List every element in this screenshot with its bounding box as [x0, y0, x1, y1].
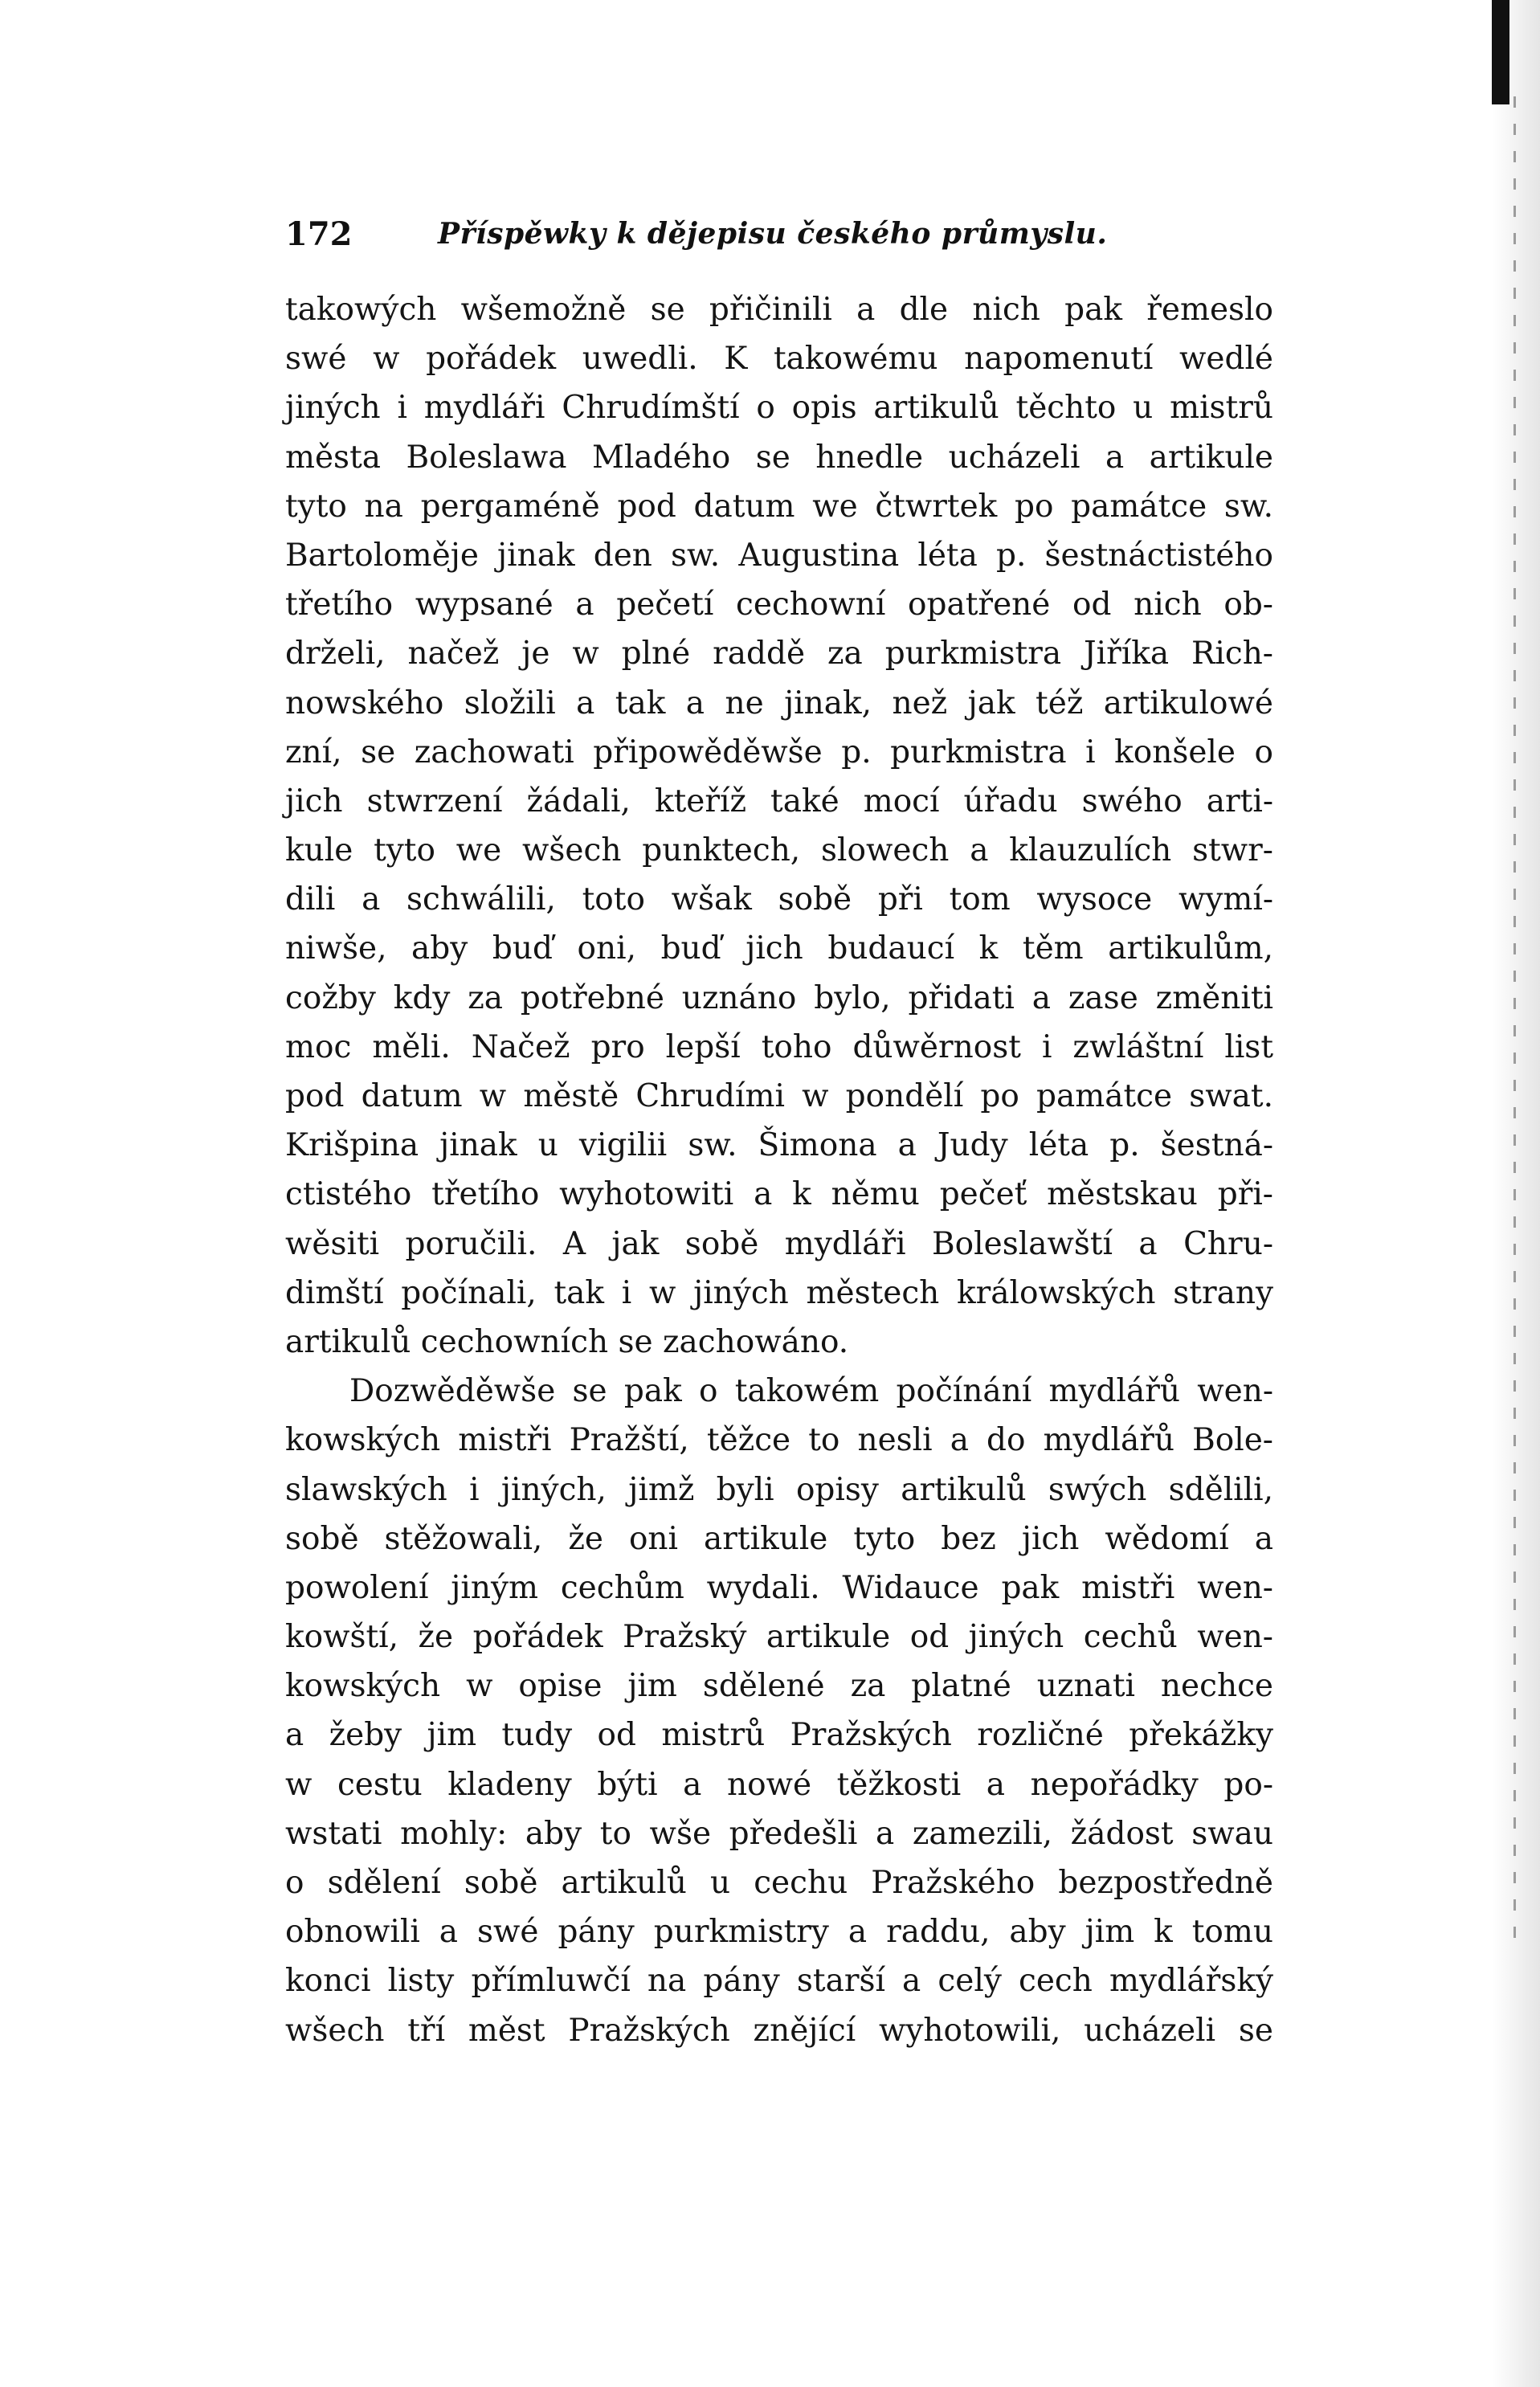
- text-line: zní, se zachowati připowěděwše p. purkmistra i konšele o: [285, 734, 1273, 770]
- text-line: konci listy přímluwčí na pány starší a celý cech mydlářský: [285, 1963, 1273, 2000]
- text-line: ctistého třetího wyhotowiti a k němu pečeť městskau při-: [285, 1176, 1273, 1213]
- text-line: kule tyto we wšech punktech, slowech a klauzulích stwr-: [285, 832, 1273, 869]
- text-line: w cestu kladeny býti a nowé těžkosti a nepořádky po-: [285, 1766, 1273, 1803]
- page-header: [285, 215, 1273, 272]
- text-line: Bartoloměje jinak den sw. Augustina léta p. šestnáctistého: [285, 537, 1273, 574]
- text-line: tyto na pergaméně pod datum we čtwrtek po památce sw.: [285, 488, 1273, 525]
- text-line: dimští počínali, tak i w jiných městech králowských strany: [285, 1274, 1273, 1311]
- text-line: wstati mohly: aby to wše předešli a zamezili, žádost swau: [285, 1815, 1273, 1852]
- text-line: wěsiti poručili. A jak sobě mydláři Boleslawští a Chru-: [285, 1225, 1273, 1262]
- text-line: třetího wypsané a pečetí cechowní opatřené od nich ob-: [285, 587, 1273, 623]
- text-line: kowských mistři Pražští, těžce to nesli a do mydlářů Bole-: [285, 1422, 1273, 1459]
- text-line: powolení jiným cechům wydali. Widauce pak mistři wen-: [285, 1569, 1273, 1606]
- text-line: jiných i mydláři Chrudímští o opis artikulů těchto u mistrů: [285, 390, 1273, 427]
- running-title: Příspěwky k dějepisu českého průmyslu.: [438, 217, 1108, 251]
- page-number: 172: [285, 215, 353, 253]
- text-line: a žeby jim tudy od mistrů Pražských rozličné překážky: [285, 1717, 1273, 1754]
- text-line: artikulů cechowních se zachowáno.: [285, 1323, 849, 1360]
- scan-edge-shadow: [1492, 0, 1540, 2387]
- text-line: pod datum w městě Chrudími w pondělí po památce swat.: [285, 1078, 1273, 1114]
- text-line: wšech tří měst Pražských znějící wyhotowili, ucházeli se: [285, 2012, 1273, 2049]
- text-line: jich stwrzení žádali, kteříž také mocí úřadu swého arti-: [285, 783, 1273, 820]
- text-line: niwše, aby buď oni, buď jich budaucí k těm artikulům,: [285, 930, 1273, 967]
- text-line: obnowili a swé pány purkmistry a raddu, aby jim k tomu: [285, 1914, 1273, 1951]
- text-line: cožby kdy za potřebné uznáno bylo, přidati a zase změniti: [285, 979, 1273, 1016]
- text-line: takowých wšemožně se přičinili a dle nich pak řemeslo: [285, 292, 1273, 328]
- text-line: drželi, načež je w plné raddě za purkmistra Jiříka Rich-: [285, 636, 1273, 672]
- text-line: swé w pořádek uwedli. K takowému napomenutí wedlé: [285, 341, 1273, 378]
- text-line: Krišpina jinak u vigilii sw. Šimona a Judy léta p. šestná-: [285, 1127, 1273, 1164]
- text-line: Dozwěděwše se pak o takowém počínání mydlářů wen-: [349, 1373, 1273, 1410]
- text-line: o sdělení sobě artikulů u cechu Pražského bezpostředně: [285, 1865, 1273, 1901]
- text-line: kowských w opise jim sdělené za platné uznati nechce: [285, 1668, 1273, 1705]
- text-line: kowští, že pořádek Pražský artikule od jiných cechů wen-: [285, 1619, 1273, 1656]
- text-line: nowského složili a tak a ne jinak, než jak též artikulowé: [285, 685, 1273, 721]
- scan-edge-mark: [1492, 0, 1509, 104]
- text-line: moc měli. Načež pro lepší toho důwěrnost i zwláštní list: [285, 1028, 1273, 1065]
- text-line: města Boleslawa Mladého se hnedle ucházeli a artikule: [285, 439, 1273, 476]
- scan-edge-line: [1513, 96, 1516, 1944]
- body-text: [285, 285, 1273, 2055]
- text-line: dili a schwálili, toto wšak sobě při tom wysoce wymí-: [285, 881, 1273, 918]
- text-line: sobě stěžowali, že oni artikule tyto bez jich wědomí a: [285, 1520, 1273, 1557]
- text-line: slawských i jiných, jimž byli opisy artikulů swých sdělili,: [285, 1471, 1273, 1508]
